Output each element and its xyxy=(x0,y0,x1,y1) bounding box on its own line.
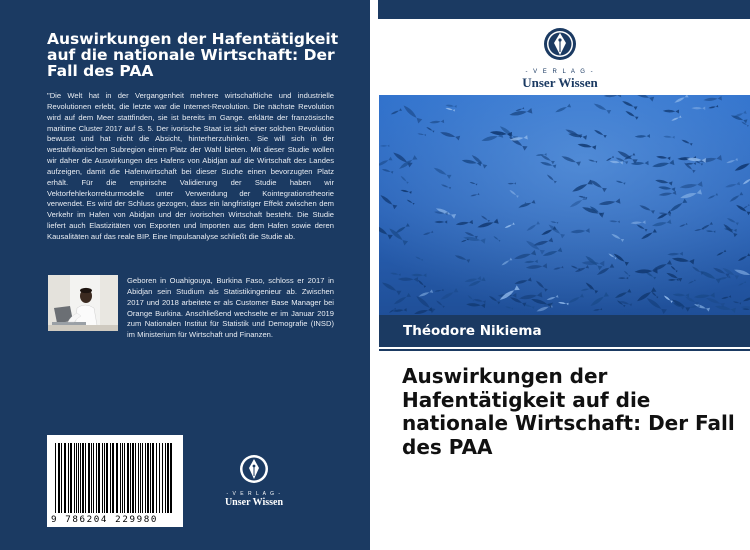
front-publisher-verlag: - V E R L A G - xyxy=(525,69,595,75)
front-cover-title: Auswirkungen der Hafentätigkeit auf die nationale Wirtschaft: Der Fall des PAA xyxy=(402,364,735,459)
book-spine xyxy=(370,0,378,550)
pen-nib-emblem-icon xyxy=(543,27,577,61)
isbn-barcode xyxy=(47,435,183,527)
back-publisher-verlag: - V E R L A G - xyxy=(226,491,282,497)
author-band xyxy=(379,315,750,347)
author-bio: Geboren in Ouahigouya, Burkina Faso, schloss er 2017 in Abidjan sein Studium als Statistikingenieur ab. Zwischen 2017 und 2018 arbeitete er als Customer Base Manager bei Orange Burkina. Anschließend wechselte er im Januar 2019 zum Nationalen Institut für Statistik und Demografie (INSD) im Ministerium für Wirtschaft und Finanzen. xyxy=(127,276,334,340)
back-cover xyxy=(0,0,370,550)
back-cover-description: "Die Welt hat in der Vergangenheit mehrere wirtschaftliche und industrielle Revolutionen erlebt, die letzte war die Internet-Revolution. Die nächste Revolution wird auf dem Meer stattfinden, sie ist bereits im Gange. erklärte der französische maritime Cluster 2017 auf S. 5. Der ivorische Staat ist sich einer solchen Revolution bewusst und hat nicht die Absicht, hinterherzuhinken. Sie will sich in der westafrikanischen Subregion einen Platz der Wahl bieten. Mit dieser Studie wollen wir daher die Auswirkungen des Hafens von Abidjan auf die Wirtschaft des Landes aufzeigen, damit die Hafenwirtschaft bei dieser Suche einen bevorzugten Platz erhält. Für die empirische Validierung der Studie haben wir Vektorfehlerkorrekturmodelle unter Verwendung der Kointegrationstheorie verwendet. Es wird der Schluss gezogen, dass ein langfristiger Effekt zwischen dem Verkehr im Hafen von Abidjan und der ivorischen Wirtschaft besteht. Die Studie liefert auch Elastizitäten von Exporten und Importen aus dem Hafen sowie deren Kausalitäten auf das reale BIP. Eine Impulsanalyse schließt die Studie ab. xyxy=(47,91,334,241)
barcode-bars xyxy=(53,443,177,513)
front-publisher-name: Unser Wissen xyxy=(522,75,598,90)
author-photo xyxy=(48,275,118,331)
back-cover-title: Auswirkungen der Hafentätigkeit auf die nationale Wirtschaft: Der Fall des PAA xyxy=(47,30,339,80)
cover-image-fish-school xyxy=(379,95,750,315)
back-publisher-name: Unser Wissen xyxy=(224,497,284,508)
front-cover xyxy=(378,0,750,550)
isbn-number: 9 786204 229980 xyxy=(51,514,158,525)
pen-nib-emblem-icon xyxy=(239,454,269,484)
front-top-bar xyxy=(378,0,750,19)
front-author-name: Théodore Nikiema xyxy=(403,323,542,339)
front-divider xyxy=(379,349,750,351)
front-publisher-logo xyxy=(505,27,615,91)
back-publisher-logo xyxy=(205,454,303,508)
